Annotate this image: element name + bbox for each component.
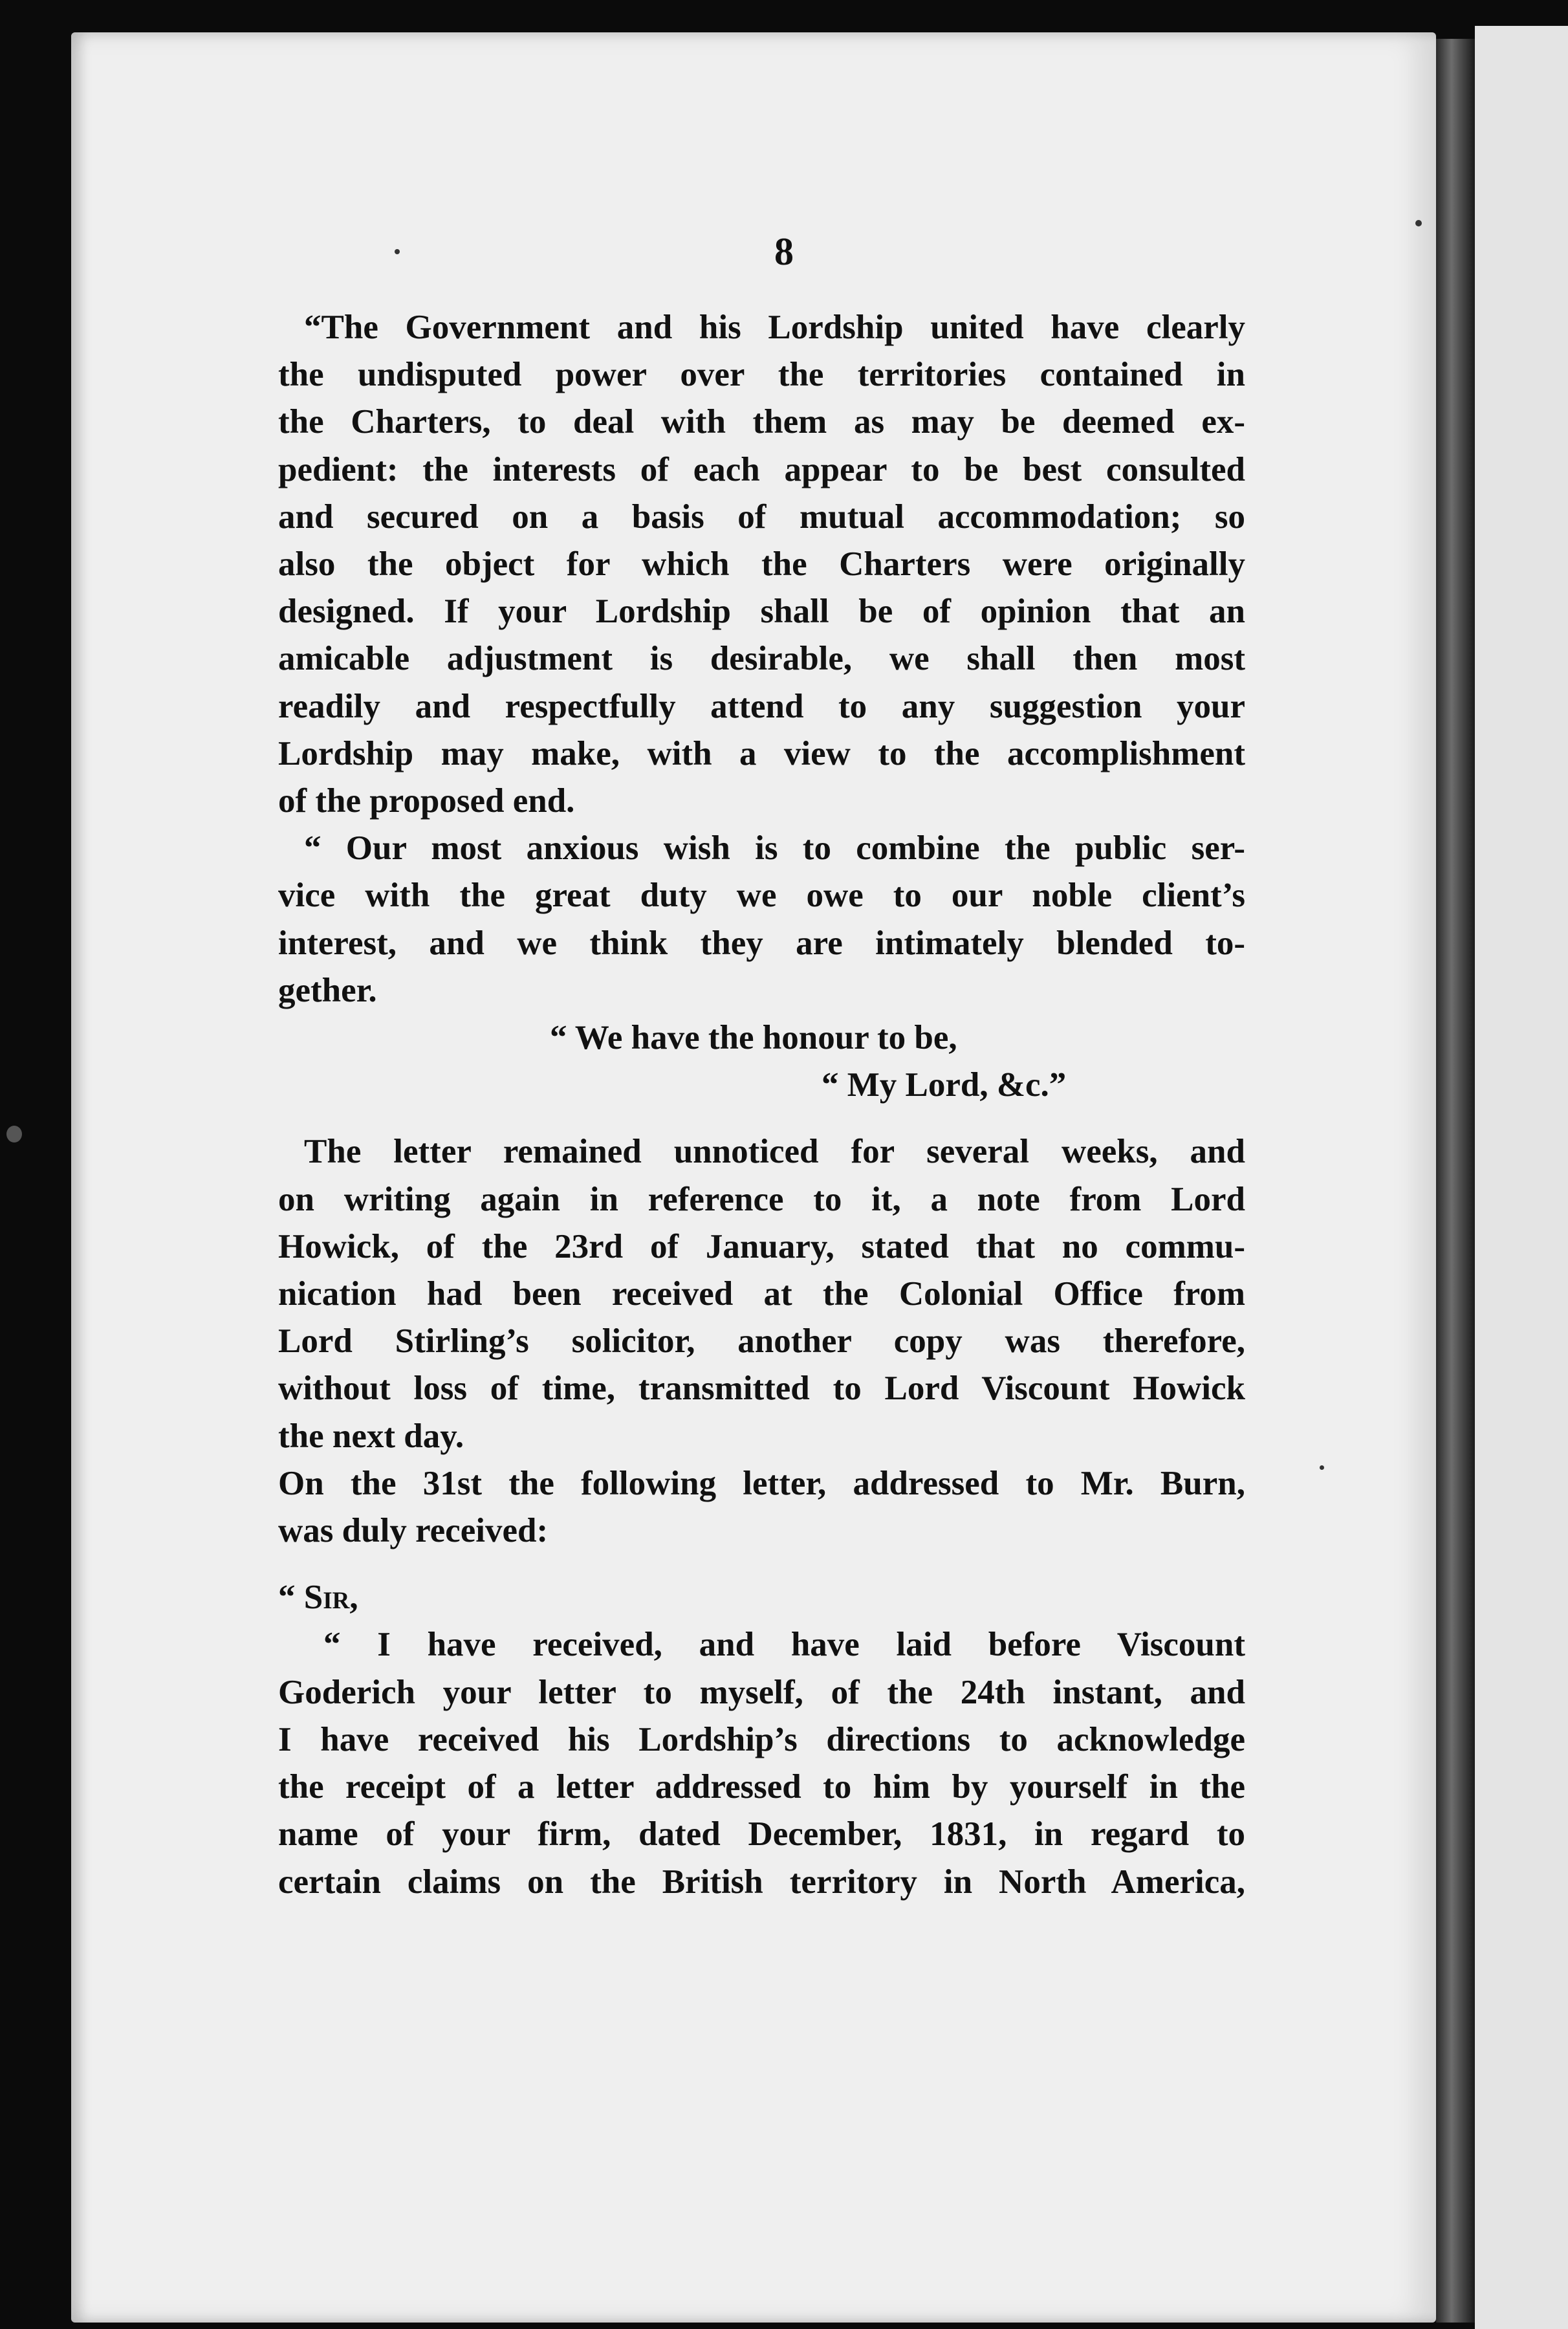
text-line: interest, and we think they are intimately blended to- xyxy=(278,924,1245,962)
text-line: of the proposed end. xyxy=(278,782,575,820)
text-line: name of your firm, dated December, 1831, in regard to xyxy=(278,1815,1245,1853)
paragraph-4 xyxy=(278,1460,1245,1555)
text-line: vice with the great duty we owe to our noble client’s xyxy=(278,877,1245,915)
text-line: designed. If your Lordship shall be of opinion that an xyxy=(278,593,1245,631)
text-line: On the 31st the following letter, addressed to Mr. Burn, xyxy=(278,1464,1245,1502)
text-line: without loss of time, transmitted to Lord Viscount Howick xyxy=(278,1370,1245,1408)
text-line: nication had been received at the Colonial Office from xyxy=(278,1275,1245,1313)
salutation-line: “ Sir, xyxy=(278,1579,358,1617)
text-line: the next day. xyxy=(278,1417,464,1455)
text-line: Goderich your letter to myself, of the 24th instant, and xyxy=(278,1673,1245,1711)
text-line: “ I have received, and have laid before Viscount xyxy=(323,1626,1245,1664)
text-line: the receipt of a letter addressed to him by yourself in the xyxy=(278,1768,1245,1806)
paragraph-2 xyxy=(278,825,1245,1014)
scan-speck xyxy=(1415,220,1422,226)
text-line: gether. xyxy=(278,971,377,1009)
paragraph-1 xyxy=(278,304,1245,825)
scan-speck xyxy=(1320,1465,1324,1470)
text-line: Lordship may make, with a view to the accomplishment xyxy=(278,734,1245,772)
text-line: certain claims on the British territory in North America, xyxy=(278,1863,1245,1901)
paragraph-3 xyxy=(278,1128,1245,1460)
text-line: the undisputed power over the territories contained in xyxy=(278,356,1245,394)
letter-closing xyxy=(278,1014,1245,1109)
text-line: on writing again in reference to it, a note from Lord xyxy=(278,1180,1245,1218)
text-line: “ Our most anxious wish is to combine the public ser- xyxy=(304,829,1245,868)
text-line: Lord Stirling’s solicitor, another copy was therefore, xyxy=(278,1322,1245,1361)
letter-salutation xyxy=(278,1574,1245,1621)
paragraph-gap xyxy=(278,1109,1245,1128)
body-text xyxy=(278,304,1245,1906)
text-line: “The Government and his Lordship united have clearly xyxy=(304,309,1245,346)
text-line: The letter remained unnoticed for several weeks, and xyxy=(304,1133,1245,1171)
text-line: readily and respectfully attend to any suggestion your xyxy=(278,687,1245,725)
page-binding-edge xyxy=(1436,39,1475,2323)
closing-line: “ We have the honour to be, xyxy=(550,1019,957,1057)
text-line: Howick, of the 23rd of January, stated that no commu- xyxy=(278,1227,1245,1265)
text-line: the Charters, to deal with them as may be deemed ex- xyxy=(278,403,1245,441)
text-line: amicable adjustment is desirable, we shall then most xyxy=(278,640,1245,678)
text-line: also the object for which the Charters were originally xyxy=(278,545,1245,584)
adjacent-page-edge xyxy=(1475,26,1568,2329)
page-number: 8 xyxy=(774,230,794,273)
text-line: and secured on a basis of mutual accommodation; so xyxy=(278,498,1245,536)
text-line: pedient: the interests of each appear to be best consulted xyxy=(278,450,1245,488)
paragraph-5 xyxy=(278,1621,1245,1905)
scan-speck xyxy=(6,1126,22,1143)
closing-line: “ My Lord, &c.” xyxy=(822,1066,1067,1104)
paragraph-gap xyxy=(278,1555,1245,1574)
text-line: was duly received: xyxy=(278,1512,549,1550)
text-line: I have received his Lordship’s directions to acknowledge xyxy=(278,1720,1245,1758)
